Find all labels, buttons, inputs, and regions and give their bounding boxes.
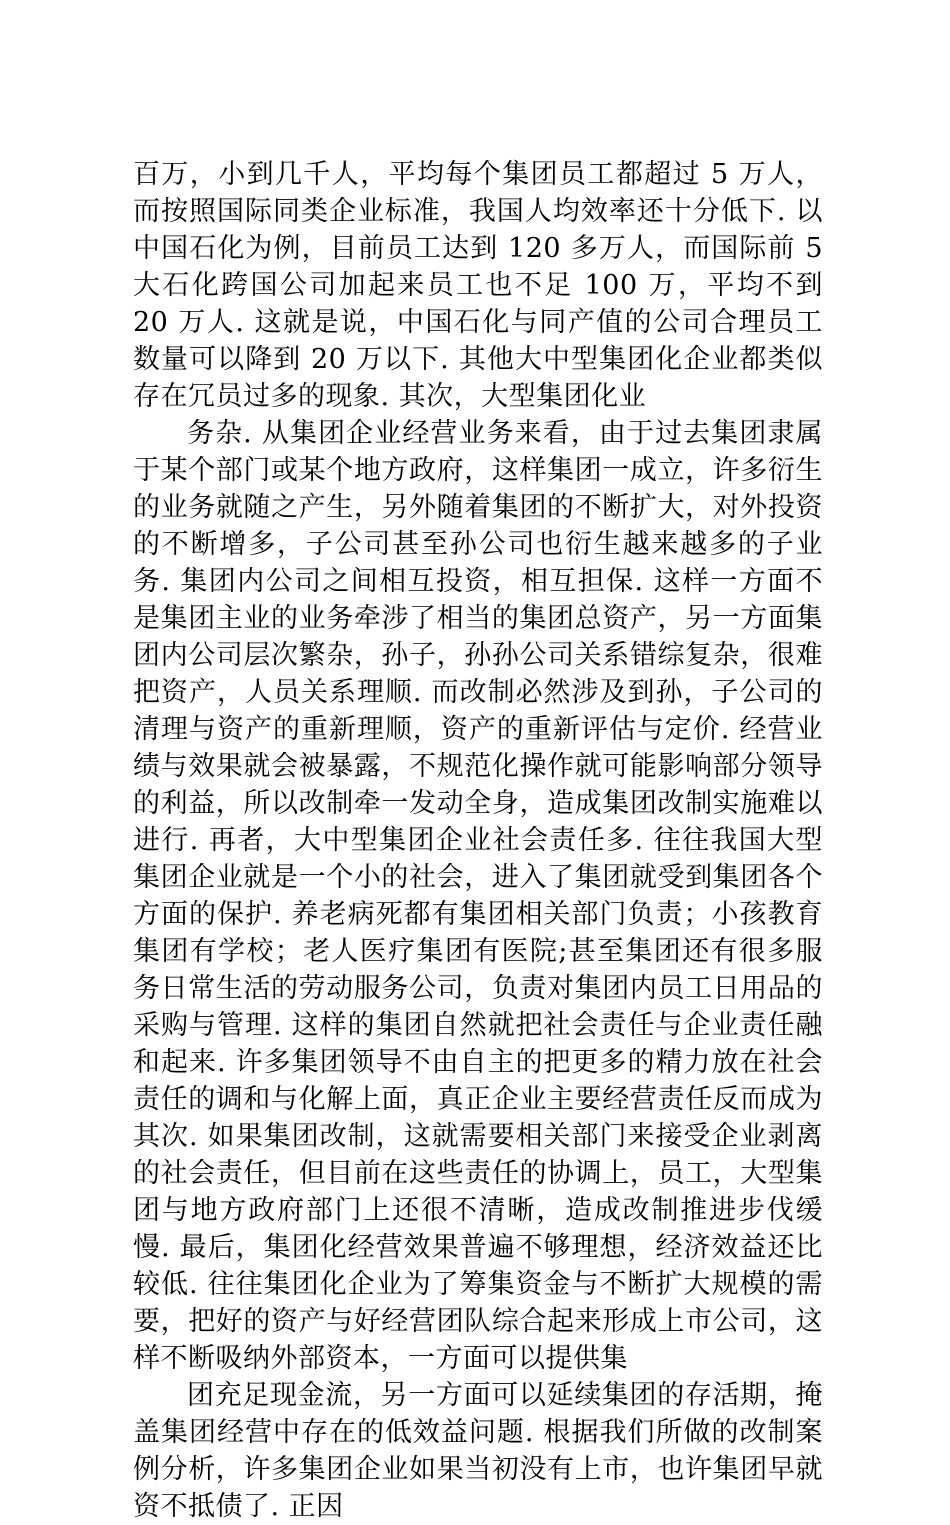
paragraph-1: 百万，小到几千人，平均每个集团员工都超过 5 万人，而按照国际同类企业标准，我国人均效率还十分低下. 以中国石化为例，目前员工达到 120 多万人，而国际前 5 大石化跨国公司加起来员工也不足 100 万，平均不到 20 万人. 这就是说，中国石化与同产值的公司合理员工数量可以降到 20 万以下. 其他大中型集团化企业都类似存在冗员过多的现象. 其次，大型集团化业: [133, 159, 823, 412]
paragraph-3: 团充足现金流，另一方面可以延续集团的存活期，掩盖集团经营中存在的低效益问题. 根据我们所做的改制案例分析，许多集团企业如果当初没有上市，也许集团早就资不抵债了. 正因: [133, 1380, 823, 1522]
paragraph-2: 务杂. 从集团企业经营业务来看，由于过去集团隶属于某个部门或某个地方政府，这样集团一成立，许多衍生的业务就随之产生，另外随着集团的不断扩大，对外投资的不断增多，子公司甚至孙公司也衍生越来越多的子业务. 集团内公司之间相互投资，相互担保. 这样一方面不是集团主业的业务牵涉了相当的集团总资产，另一方面集团内公司层次繁杂，孙子，孙孙公司关系错综复杂，很难把资产，人员关系理顺. 而改制必然涉及到孙，子公司的清理与资产的重新理顺，资产的重新评估与定价. 经营业绩与效果就会被暴露，不规范化操作就可能影响部分领导的利益，所以改制牵一发动全身，造成集团改制实施难以进行. 再者，大中型集团企业社会责任多. 往往我国大型集团企业就是一个小的社会，进入了集团就受到集团各个方面的保护. 养老病死都有集团相关部门负责；小孩教育集团有学校；老人医疗集团有医院;甚至集团还有很多服务日常生活的劳动服务公司，负责对集团内员工日用品的采购与管理. 这样的集团自然就把社会责任与企业责任融和起来. 许多集团领导不由自主的把更多的精力放在社会责任的调和与化解上面，真正企业主要经营责任反而成为其次. 如果集团改制，这就需要相关部门来接受企业剥离的社会责任，但目前在这些责任的协调上，员工，大型集团与地方政府部门上还很不清晰，造成改制推进步伐缓慢. 最后，集团化经营效果普遍不够理想，经济效益还比较低. 往往集团化企业为了筹集资金与不断扩大规模的需要，把好的资产与好经营团队综合起来形成上市公司，这样不断吸纳外部资本，一方面可以提供集: [133, 418, 823, 1374]
body-text: [133, 156, 823, 1525]
